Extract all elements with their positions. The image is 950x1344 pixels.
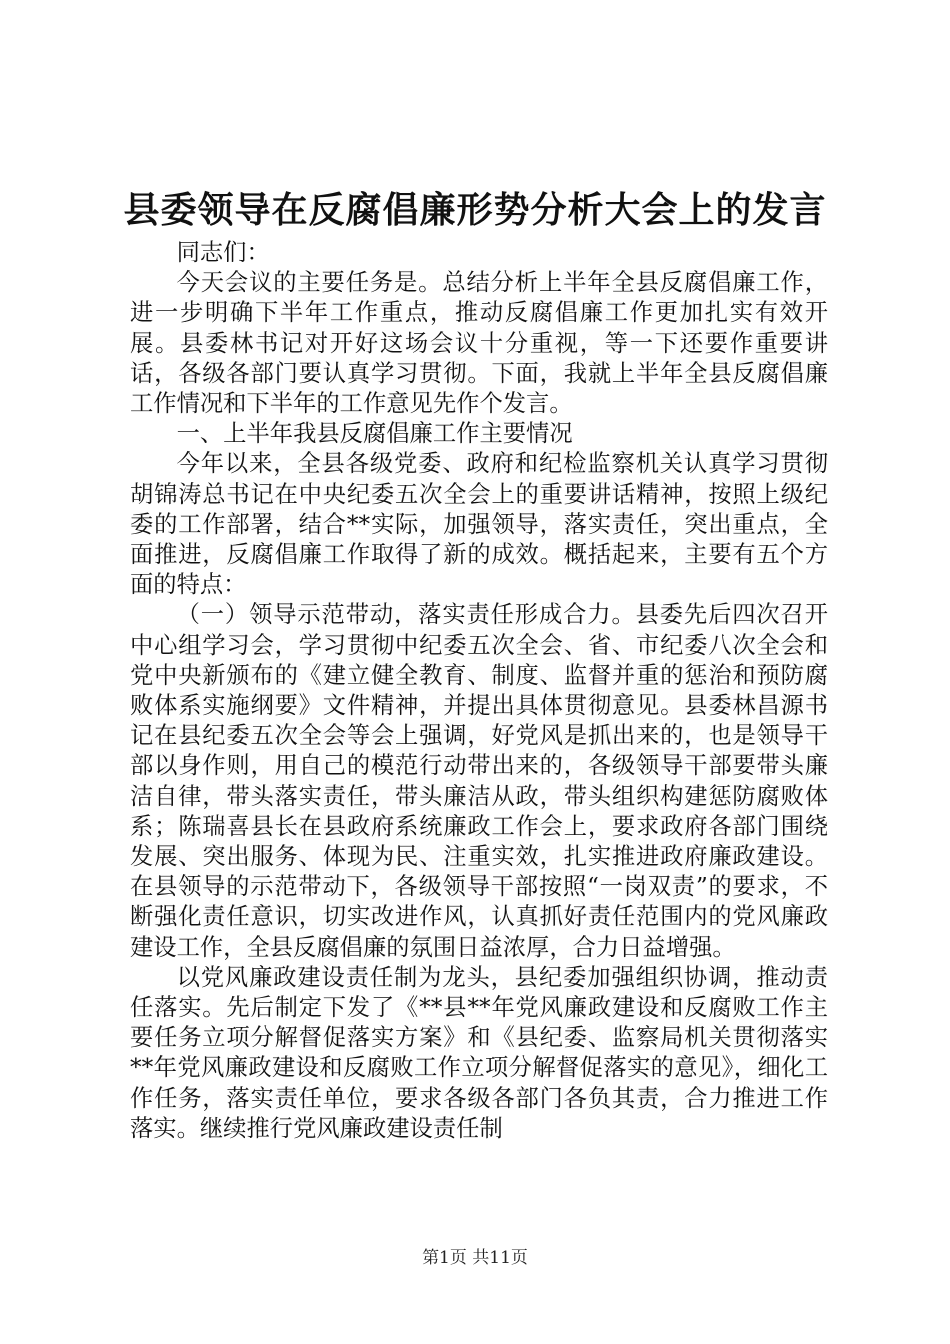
document-body: [130, 238, 828, 1144]
leadership-paragraph: （一）领导示范带动，落实责任形成合力。县委先后四次召开中心组学习会，学习贯彻中纪委五次全会、省、市纪委八次全会和党中央新颁布的《建立健全教育、制度、监督并重的惩治和预防腐败体系实施纲要》文件精神，并提出具体贯彻意见。县委林昌源书记在县纪委五次全会等会上强调，好党风是抓出来的，也是领导干部以身作则，用自己的模范行动带出来的，各级领导干部要带头廉洁自律，带头落实责任，带头廉洁从政，带头组织构建惩防腐败体系；陈瑞喜县长在县政府系统廉政工作会上，要求政府各部门围绕发展、突出服务、体现为民、注重实效，扎实推进政府廉政建设。在县领导的示范带动下，各级领导干部按照“一岗双责”的要求，不断强化责任意识，切实改进作风，认真抓好责任范围内的党风廉政建设工作，全县反腐倡廉的氛围日益浓厚，合力日益增强。: [130, 601, 828, 961]
intro-paragraph: 今天会议的主要任务是。总结分析上半年全县反腐倡廉工作，进一步明确下半年工作重点，推动反腐倡廉工作更加扎实有效开展。县委林书记对开好这场会议十分重视，等一下还要作重要讲话，各级各部门要认真学习贯彻。下面，我就上半年全县反腐倡廉工作情况和下半年的工作意见先作个发言。: [130, 269, 828, 418]
responsibility-paragraph: 以党风廉政建设责任制为龙头，县纪委加强组织协调，推动责任落实。先后制定下发了《**县**年党风廉政建设和反腐败工作主要任务立项分解督促落实方案》和《县纪委、监察局机关贯彻落实**年党风廉政建设和反腐败工作立项分解督促落实的意见》，细化工作任务，落实责任单位，要求各级各部门各负其责，合力推进工作落实。继续推行党风廉政建设责任制: [130, 963, 828, 1142]
page-number-footer: 第1页 共11页: [422, 1248, 528, 1268]
document-title: 县委领导在反腐倡廉形势分析大会上的发言: [123, 189, 827, 231]
section-heading: 一、上半年我县反腐倡廉工作主要情况: [176, 420, 573, 448]
salutation-paragraph: 同志们：: [176, 239, 270, 266]
overview-paragraph: 今年以来，全县各级党委、政府和纪检监察机关认真学习贯彻胡锦涛总书记在中央纪委五次全会上的重要讲话精神，按照上级纪委的工作部署，结合**实际，加强领导，落实责任，突出重点，全面推进，反腐倡廉工作取得了新的成效。概括起来，主要有五个方面的特点：: [130, 450, 828, 599]
